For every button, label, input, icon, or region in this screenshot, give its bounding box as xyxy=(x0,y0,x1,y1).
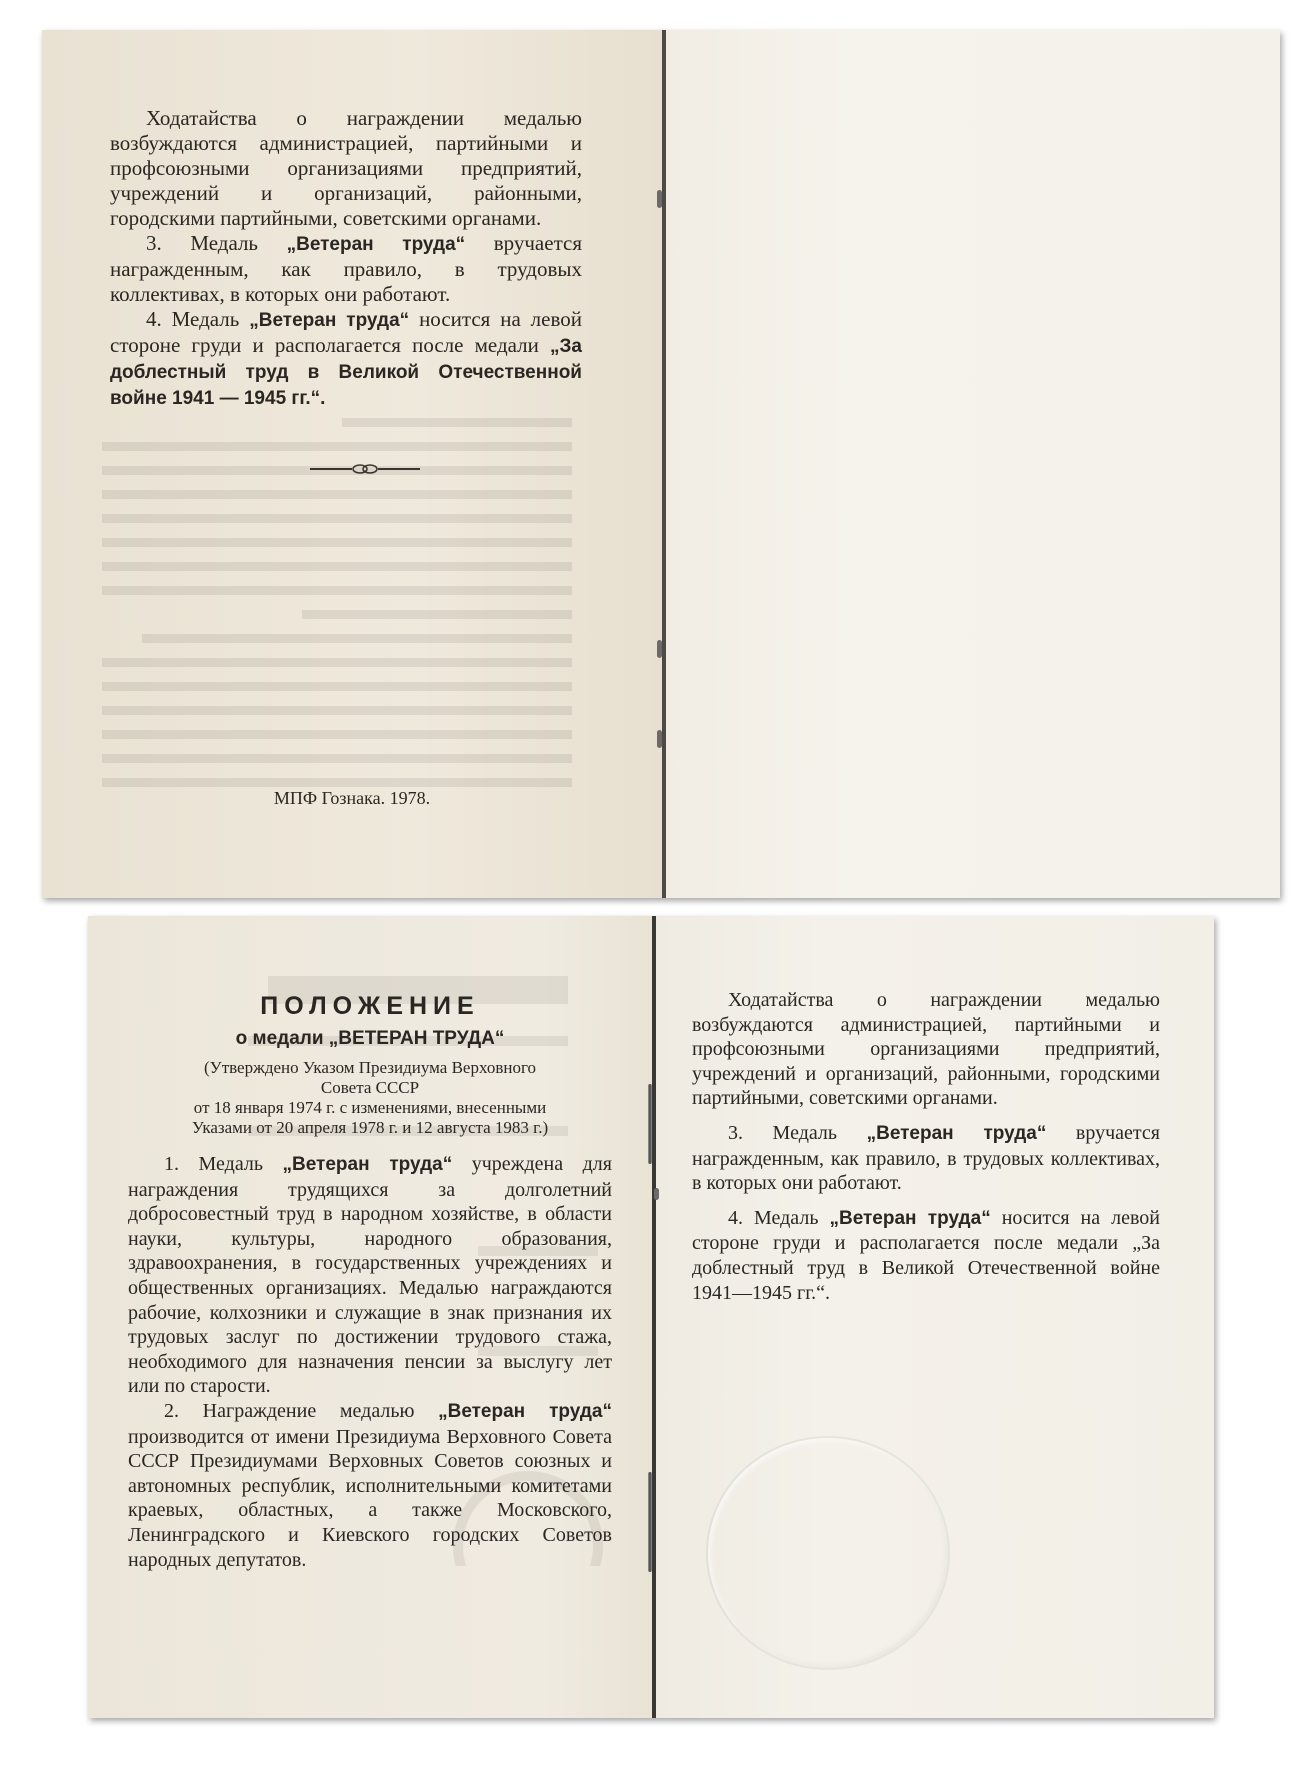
top-left-text-block xyxy=(110,106,582,411)
paragraph-4 xyxy=(110,307,582,411)
imprint: МПФ Гознака. 1978. xyxy=(273,788,431,808)
document-title: ПОЛОЖЕНИЕ xyxy=(260,992,480,1020)
bottom-right-page xyxy=(656,916,1214,1718)
top-booklet xyxy=(42,30,1280,898)
bottom-left-text-block xyxy=(128,1152,612,1572)
paragraph-3 xyxy=(692,1121,1160,1196)
stitch-mark xyxy=(657,730,662,748)
top-right-page-blank xyxy=(666,30,1280,898)
p3-pre: 3. Медаль xyxy=(146,231,287,255)
paragraph-3 xyxy=(110,231,582,307)
paragraph-4 xyxy=(692,1206,1160,1305)
p1-pre: 1. Медаль xyxy=(164,1153,283,1175)
p1-post: учреждена для награждения трудящихся за долголетний добросовестный труд в народном хозяйстве, в области науки, культуры, народного образования, здравоохранения, в государственных учреждениях и общественных организациях. Медалью награждаются рабочие, колхозники и служащие в знак признания их трудовых заслуг по достижении трудового стажа, необходимого для назначения пенсии за выслугу лет или по старости. xyxy=(128,1153,612,1398)
stitch-mark xyxy=(657,190,662,208)
paragraph-petitions: Ходатайства о награждении медалью возбуждаются администрацией, партийными и профсоюзными организациями предприятий, учреждений и организаций, районными, городскими партийными, советскими органами. xyxy=(692,989,1160,1110)
ornament-divider-icon xyxy=(310,463,420,475)
stitch-mark xyxy=(654,1188,659,1200)
paragraph-2 xyxy=(128,1399,612,1572)
p4-post: носится на левой стороне груди и располагается после медали xyxy=(110,307,582,357)
p2-post: производится от имени Президиума Верховного Совета СССР Президиумами Верховных Советов союзных и автономных республик, исполнительными комитетами краевых, областных, а также Московского, Ленинградского и Киевского городских Советов народных депутатов. xyxy=(128,1425,612,1571)
approval-line: от 18 января 1974 г. с изменениями, внесенными xyxy=(193,1098,547,1117)
approval-line: Совета СССР xyxy=(320,1078,420,1097)
paragraph-petitions: Ходатайства о награждении медалью возбуждаются администрацией, партийными и профсоюзными организациями предприятий, учреждений и организаций, районными, городскими партийными, советскими органами. xyxy=(110,106,582,230)
p2-pre: 2. Награждение медалью xyxy=(164,1399,439,1422)
stitch-mark xyxy=(657,640,662,658)
approval-line: (Утверждено Указом Президиума Верховного xyxy=(204,1058,536,1077)
top-left-page xyxy=(42,30,662,898)
bottom-right-text-block xyxy=(692,988,1160,1305)
p4-bold-tail: „За доблестный труд в Великой Отечественной войне 1941 — 1945 гг.“. xyxy=(110,336,582,409)
bottom-left-page xyxy=(88,916,652,1718)
p3-post: вручается награжденным, как правило, в трудовых коллективах, в которых они работают. xyxy=(692,1121,1160,1195)
p4-pre: 4. Медаль xyxy=(728,1206,830,1229)
p3-medal-name: „Ветеран труда“ xyxy=(866,1122,1047,1144)
approval-line: Указами от 20 апреля 1978 г. и 12 августа 1983 г.) xyxy=(191,1118,549,1137)
embossed-seal xyxy=(706,1436,950,1670)
p3-pre: 3. Медаль xyxy=(728,1121,867,1144)
p4-post: носится на левой стороне груди и располагается после медали „За доблестный труд в Великой Отечественной войне 1941—1945 гг.“. xyxy=(692,1206,1160,1304)
p4-medal-name: „Ветеран труда“ xyxy=(829,1207,991,1229)
p2-medal-name: „Ветеран труда“ xyxy=(438,1400,612,1422)
p4-pre: 4. Медаль xyxy=(146,307,250,331)
p3-medal-name: „Ветеран труда“ xyxy=(286,234,466,255)
p3-post: вручается награжденным, как правило, в трудовых коллективах, в которых они работают. xyxy=(110,231,582,306)
staple xyxy=(648,1472,652,1572)
staple xyxy=(648,1084,652,1164)
document-subtitle: о медали „ВЕТЕРАН ТРУДА“ xyxy=(235,1028,505,1049)
bottom-booklet xyxy=(88,916,1214,1718)
p1-medal-name: „Ветеран труда“ xyxy=(282,1154,453,1175)
p4-medal-name: „Ветеран труда“ xyxy=(249,310,410,331)
paragraph-1 xyxy=(128,1152,612,1399)
